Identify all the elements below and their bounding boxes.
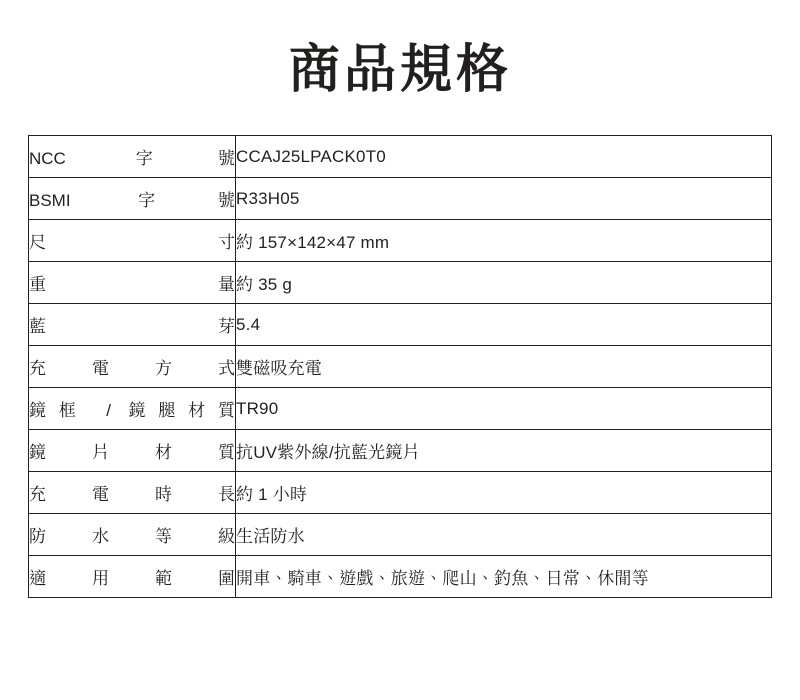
spec-label-text: 重量 [29, 275, 235, 295]
spec-value-cell: 5.4 [236, 304, 772, 346]
table-row [29, 220, 772, 262]
table-row [29, 514, 772, 556]
spec-value-cell: 開車、騎車、遊戲、旅遊、爬山、釣魚、日常、休閒等 [236, 556, 772, 598]
spec-label-text: 適用範圍 [29, 569, 235, 589]
spec-label-text: 尺寸 [29, 233, 235, 253]
spec-label-cell [29, 388, 236, 430]
spec-label-cell [29, 346, 236, 388]
spec-value-cell: 雙磁吸充電 [236, 346, 772, 388]
table-row [29, 472, 772, 514]
spec-table-container [28, 135, 772, 598]
spec-label-cell [29, 136, 236, 178]
spec-label-cell [29, 430, 236, 472]
spec-value-cell: 約 1 小時 [236, 472, 772, 514]
spec-label-text: 防水等級 [29, 527, 235, 547]
spec-label-text: 充電時長 [29, 485, 235, 505]
spec-label-text: 鏡片材質 [29, 443, 235, 463]
spec-label-text: 鏡框 / 鏡腿材質 [29, 401, 235, 421]
spec-label-cell [29, 220, 236, 262]
spec-label-text: NCC 字號 [29, 149, 235, 169]
spec-value-cell: 生活防水 [236, 514, 772, 556]
spec-label-cell [29, 556, 236, 598]
table-row [29, 262, 772, 304]
spec-label-text: 充電方式 [29, 359, 235, 379]
spec-label-cell [29, 178, 236, 220]
spec-value-cell: 約 157×142×47 mm [236, 220, 772, 262]
spec-value-cell: TR90 [236, 388, 772, 430]
spec-label-text: BSMI 字號 [29, 191, 235, 211]
table-row [29, 388, 772, 430]
spec-table-body [29, 136, 772, 598]
product-spec-table [28, 135, 772, 598]
page-title: 商品規格 [287, 41, 512, 99]
spec-label-text: 藍芽 [29, 317, 235, 337]
spec-label-cell [29, 472, 236, 514]
table-row [29, 136, 772, 178]
table-row [29, 430, 772, 472]
table-row [29, 346, 772, 388]
spec-value-cell: R33H05 [236, 178, 772, 220]
table-row [29, 556, 772, 598]
spec-label-cell [29, 304, 236, 346]
spec-value-cell: CCAJ25LPACK0T0 [236, 136, 772, 178]
spec-label-cell [29, 262, 236, 304]
spec-value-cell: 抗UV紫外線/抗藍光鏡片 [236, 430, 772, 472]
table-row [29, 178, 772, 220]
table-row [29, 304, 772, 346]
spec-label-cell [29, 514, 236, 556]
spec-value-cell: 約 35 g [236, 262, 772, 304]
